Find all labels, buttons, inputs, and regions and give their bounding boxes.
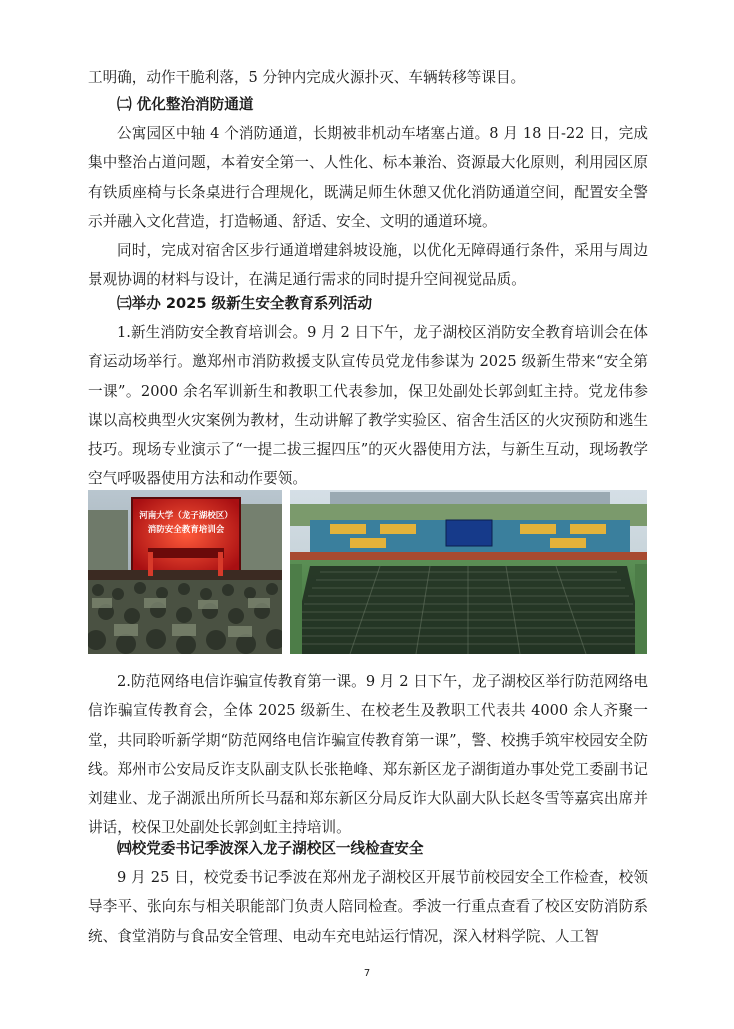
banner-line-1: 河南大学（龙子湖校区） — [139, 511, 233, 521]
section-heading-4: ㈣校党委书记季波深入龙子湖校区一线检查安全 — [117, 840, 424, 857]
section-heading-3: ㈢举办 2025 级新生安全教育系列活动 — [117, 295, 373, 312]
paragraph-fire-lanes: 公寓园区中轴 4 个消防通道，长期被非机动车堵塞占道。8 月 18 日-22 日，完成集中整治占道问题，本着安全第一、人性化、标本兼治、资源最大化原则，利用园区原有铁质座椅与长条桌进行合理规化，既满足师生休憩又优化消防通道空间，配置安全警示并融入文化营造，打造畅通、舒适、安全、文明的通道环境。 — [88, 125, 648, 230]
banner-line-2: 消防安全教育培训会 — [147, 525, 225, 535]
page-number: 7 — [363, 968, 371, 979]
paragraph-fire-training: 1.新生消防安全教育培训会。9 月 2 日下午，龙子湖校区消防安全教育培训会在体育运动场举行。邀郑州市消防救援支队宣传员党龙伟参谋为 2025 级新生带来“安全第一课”。2000 余名军训新生和教职工代表参加，保卫处副处长郭剑虹主持。党龙伟参谋以高校典型火灾案例为教材，生动讲解了教学实验区、宿舍生活区的火灾预防和逃生技巧。现场专业演示了“一提二拔三握四压”的灭火器使用方法，与新生互动，现场教学空气呼吸器使用方法和动作要领。 — [88, 324, 648, 488]
photo-stadium-assembly — [290, 490, 647, 654]
section-heading-2: ㈡ 优化整治消防通道 — [117, 96, 254, 113]
paragraph-continued: 工明确，动作干脆利落，5 分钟内完成火源扑灭、车辆转移等课目。 — [88, 69, 526, 86]
paragraph-ramps: 同时，完成对宿舍区步行通道增建斜坡设施，以优化无障碍通行条件，采用与周边景观协调的材料与设计，在满足通行需求的同时提升空间视觉品质。 — [88, 242, 648, 289]
paragraph-anti-fraud: 2.防范网络电信诈骗宣传教育第一课。9 月 2 日下午，龙子湖校区举行防范网络电信诈骗宣传教育会，全体 2025 级新生、在校老生及教职工代表共 4000 余人齐聚一堂，共同聆听新学期“防范网络电信诈骗宣传教育第一课”，警、校携手筑牢校园安全防线。郑州市公安局反诈支队副支队长张艳峰、郑东新区龙子湖街道办事处党工委副书记刘建业、龙子湖派出所所长马磊和郑东新区分局反诈大队副大队长赵冬雪等嘉宾出席并讲话，校保卫处副处长郭剑虹主持培训。 — [88, 673, 648, 837]
photo-fire-training-stage — [88, 490, 282, 654]
paragraph-inspection: 9 月 25 日，校党委书记季波在郑州龙子湖校区开展节前校园安全工作检查，校领导李平、张向东与相关职能部门负责人陪同检查。季波一行重点查看了校区安防消防系统、食堂消防与食品安全管理、电动车充电站运行情况，深入材料学院、人工智 — [88, 869, 648, 945]
